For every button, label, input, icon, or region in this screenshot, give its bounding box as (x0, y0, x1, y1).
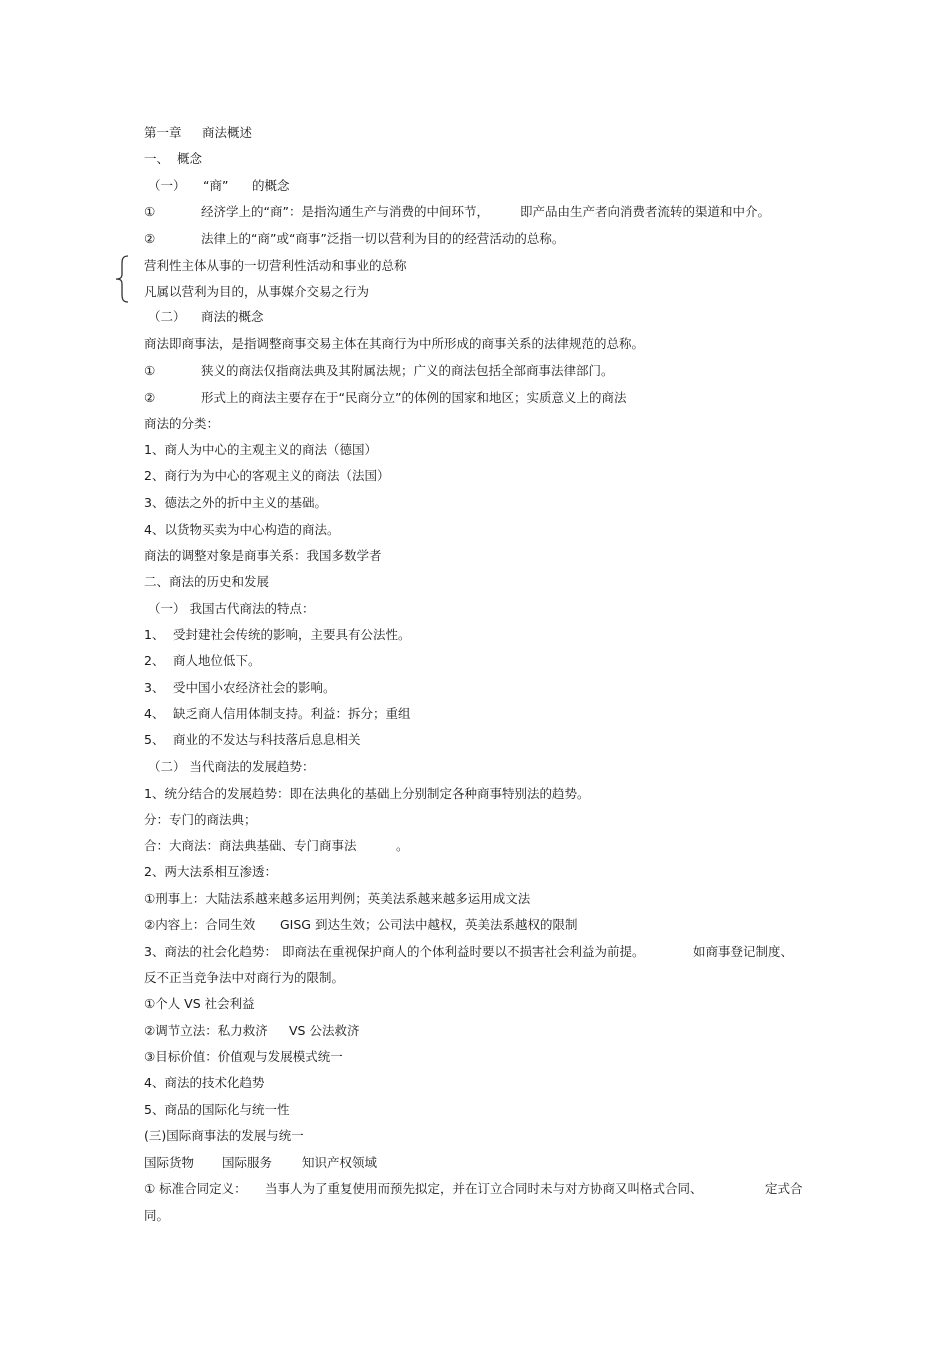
list-marker: ① (144, 363, 156, 378)
text-line: 4、商法的技术化趋势 (144, 1075, 265, 1090)
text-line: 5、商品的国际化与统一性 (144, 1102, 290, 1117)
list-marker: 5、 (144, 732, 165, 747)
text-line: 3、德法之外的折中主义的基础。 (144, 495, 327, 510)
list-marker: 3、 (144, 680, 165, 695)
curly-brace-icon (112, 254, 138, 304)
subsection-name: 的概念 (252, 178, 290, 193)
text-line: 商法即商事法，是指调整商事交易主体在其商行为中所形成的商事关系的法律规范的总称。 (144, 336, 645, 351)
list-marker: 2、 (144, 653, 165, 668)
text-line: 1、商人为中心的主观主义的商法（德国） (144, 442, 377, 457)
text-line: 凡属以营利为目的，从事媒介交易之行为 (144, 284, 370, 299)
text-segment: ②内容上：合同生效 (144, 917, 256, 932)
section-heading: 二、商法的历史和发展 (144, 574, 270, 589)
text-line: 1、统分结合的发展趋势：即在法典化的基础上分别制定各种商事特别法的趋势。 (144, 786, 590, 801)
text-line: 反不正当竞争法中对商行为的限制。 (144, 970, 345, 985)
list-text-continued: 即产品由生产者向消费者流转的渠道和中介。 (520, 204, 771, 219)
list-text: 狭义的商法仅指商法典及其附属法规；广义的商法包括全部商事法律部门。 (201, 363, 614, 378)
text-line: 商法的分类： (144, 416, 220, 431)
text-segment: VS 公法救济 (289, 1023, 360, 1038)
text-segment: 国际服务 (222, 1155, 273, 1170)
text-segment: ②调节立法：私力救济 (144, 1023, 268, 1038)
list-marker: 1、 (144, 627, 165, 642)
text-segment: 如商事登记制度、 (693, 944, 794, 959)
list-marker: ② (144, 231, 156, 246)
subsection-heading: (三)国际商事法的发展与统一 (144, 1128, 304, 1143)
section-number: 一、 (144, 151, 170, 166)
text-line: 4、以货物买卖为中心构造的商法。 (144, 522, 340, 537)
text-line: ①个人 VS 社会利益 (144, 996, 255, 1011)
chapter-name: 商法概述 (202, 125, 253, 140)
list-text: 形式上的商法主要存在于“民商分立”的体例的国家和地区；实质意义上的商法 (201, 390, 627, 405)
list-text: 缺乏商人信用体制支持。利益：拆分；重组 (173, 706, 411, 721)
section-name: 概念 (177, 151, 203, 166)
list-text: 受中国小农经济社会的影响。 (173, 680, 336, 695)
text-line: 2、两大法系相互渗透： (144, 864, 277, 879)
text-line: 分：专门的商法典； (144, 812, 257, 827)
list-marker: ② (144, 390, 156, 405)
list-text: 法律上的“商”或“商事”泛指一切以营利为目的的经营活动的总称。 (201, 231, 565, 246)
list-text: 经济学上的“商”：是指沟通生产与消费的中间环节， (201, 204, 489, 219)
text-segment: 定式合 (765, 1181, 803, 1196)
text-segment: GISG 到达生效；公司法中越权，英美法系越权的限制 (280, 917, 578, 932)
text-line: 同。 (144, 1208, 170, 1223)
text-segment: 。 (396, 838, 409, 853)
subsection-name: 商法的概念 (201, 309, 264, 324)
text-line: ①刑事上：大陆法系越来越多运用判例；英美法系越来越多运用成文法 (144, 891, 531, 906)
text-line: ③目标价值：价值观与发展模式统一 (144, 1049, 343, 1064)
text-segment: 国际货物 (144, 1155, 195, 1170)
text-line: 营利性主体从事的一切营利性活动和事业的总称 (144, 258, 407, 273)
text-segment: 即商法在重视保护商人的个体利益时要以不损害社会利益为前提。 (282, 944, 645, 959)
subsection-term: “商” (203, 178, 229, 193)
text-segment: 合：大商法：商法典基础、专门商事法 (144, 838, 357, 853)
list-marker: ① (144, 204, 156, 219)
subsection-heading: （一） 我国古代商法的特点： (148, 601, 315, 616)
text-segment: 知识产权领域 (302, 1155, 378, 1170)
text-segment: ① 标准合同定义： (144, 1181, 247, 1196)
text-segment: 当事人为了重复使用而预先拟定，并在订立合同时未与对方协商又叫格式合同、 (265, 1181, 703, 1196)
subsection-heading: （二） 当代商法的发展趋势： (148, 759, 315, 774)
list-text: 受封建社会传统的影响，主要具有公法性。 (173, 627, 411, 642)
text-segment: 3、商法的社会化趋势： (144, 944, 277, 959)
list-marker: 4、 (144, 706, 165, 721)
text-line: 2、商行为为中心的客观主义的商法（法国） (144, 468, 390, 483)
subsection-number: （二） (148, 309, 186, 324)
text-line: 商法的调整对象是商事关系：我国多数学者 (144, 548, 382, 563)
chapter-number: 第一章 (144, 125, 182, 140)
subsection-number: （一） (148, 178, 186, 193)
list-text: 商人地位低下。 (173, 653, 261, 668)
list-text: 商业的不发达与科技落后息息相关 (173, 732, 361, 747)
